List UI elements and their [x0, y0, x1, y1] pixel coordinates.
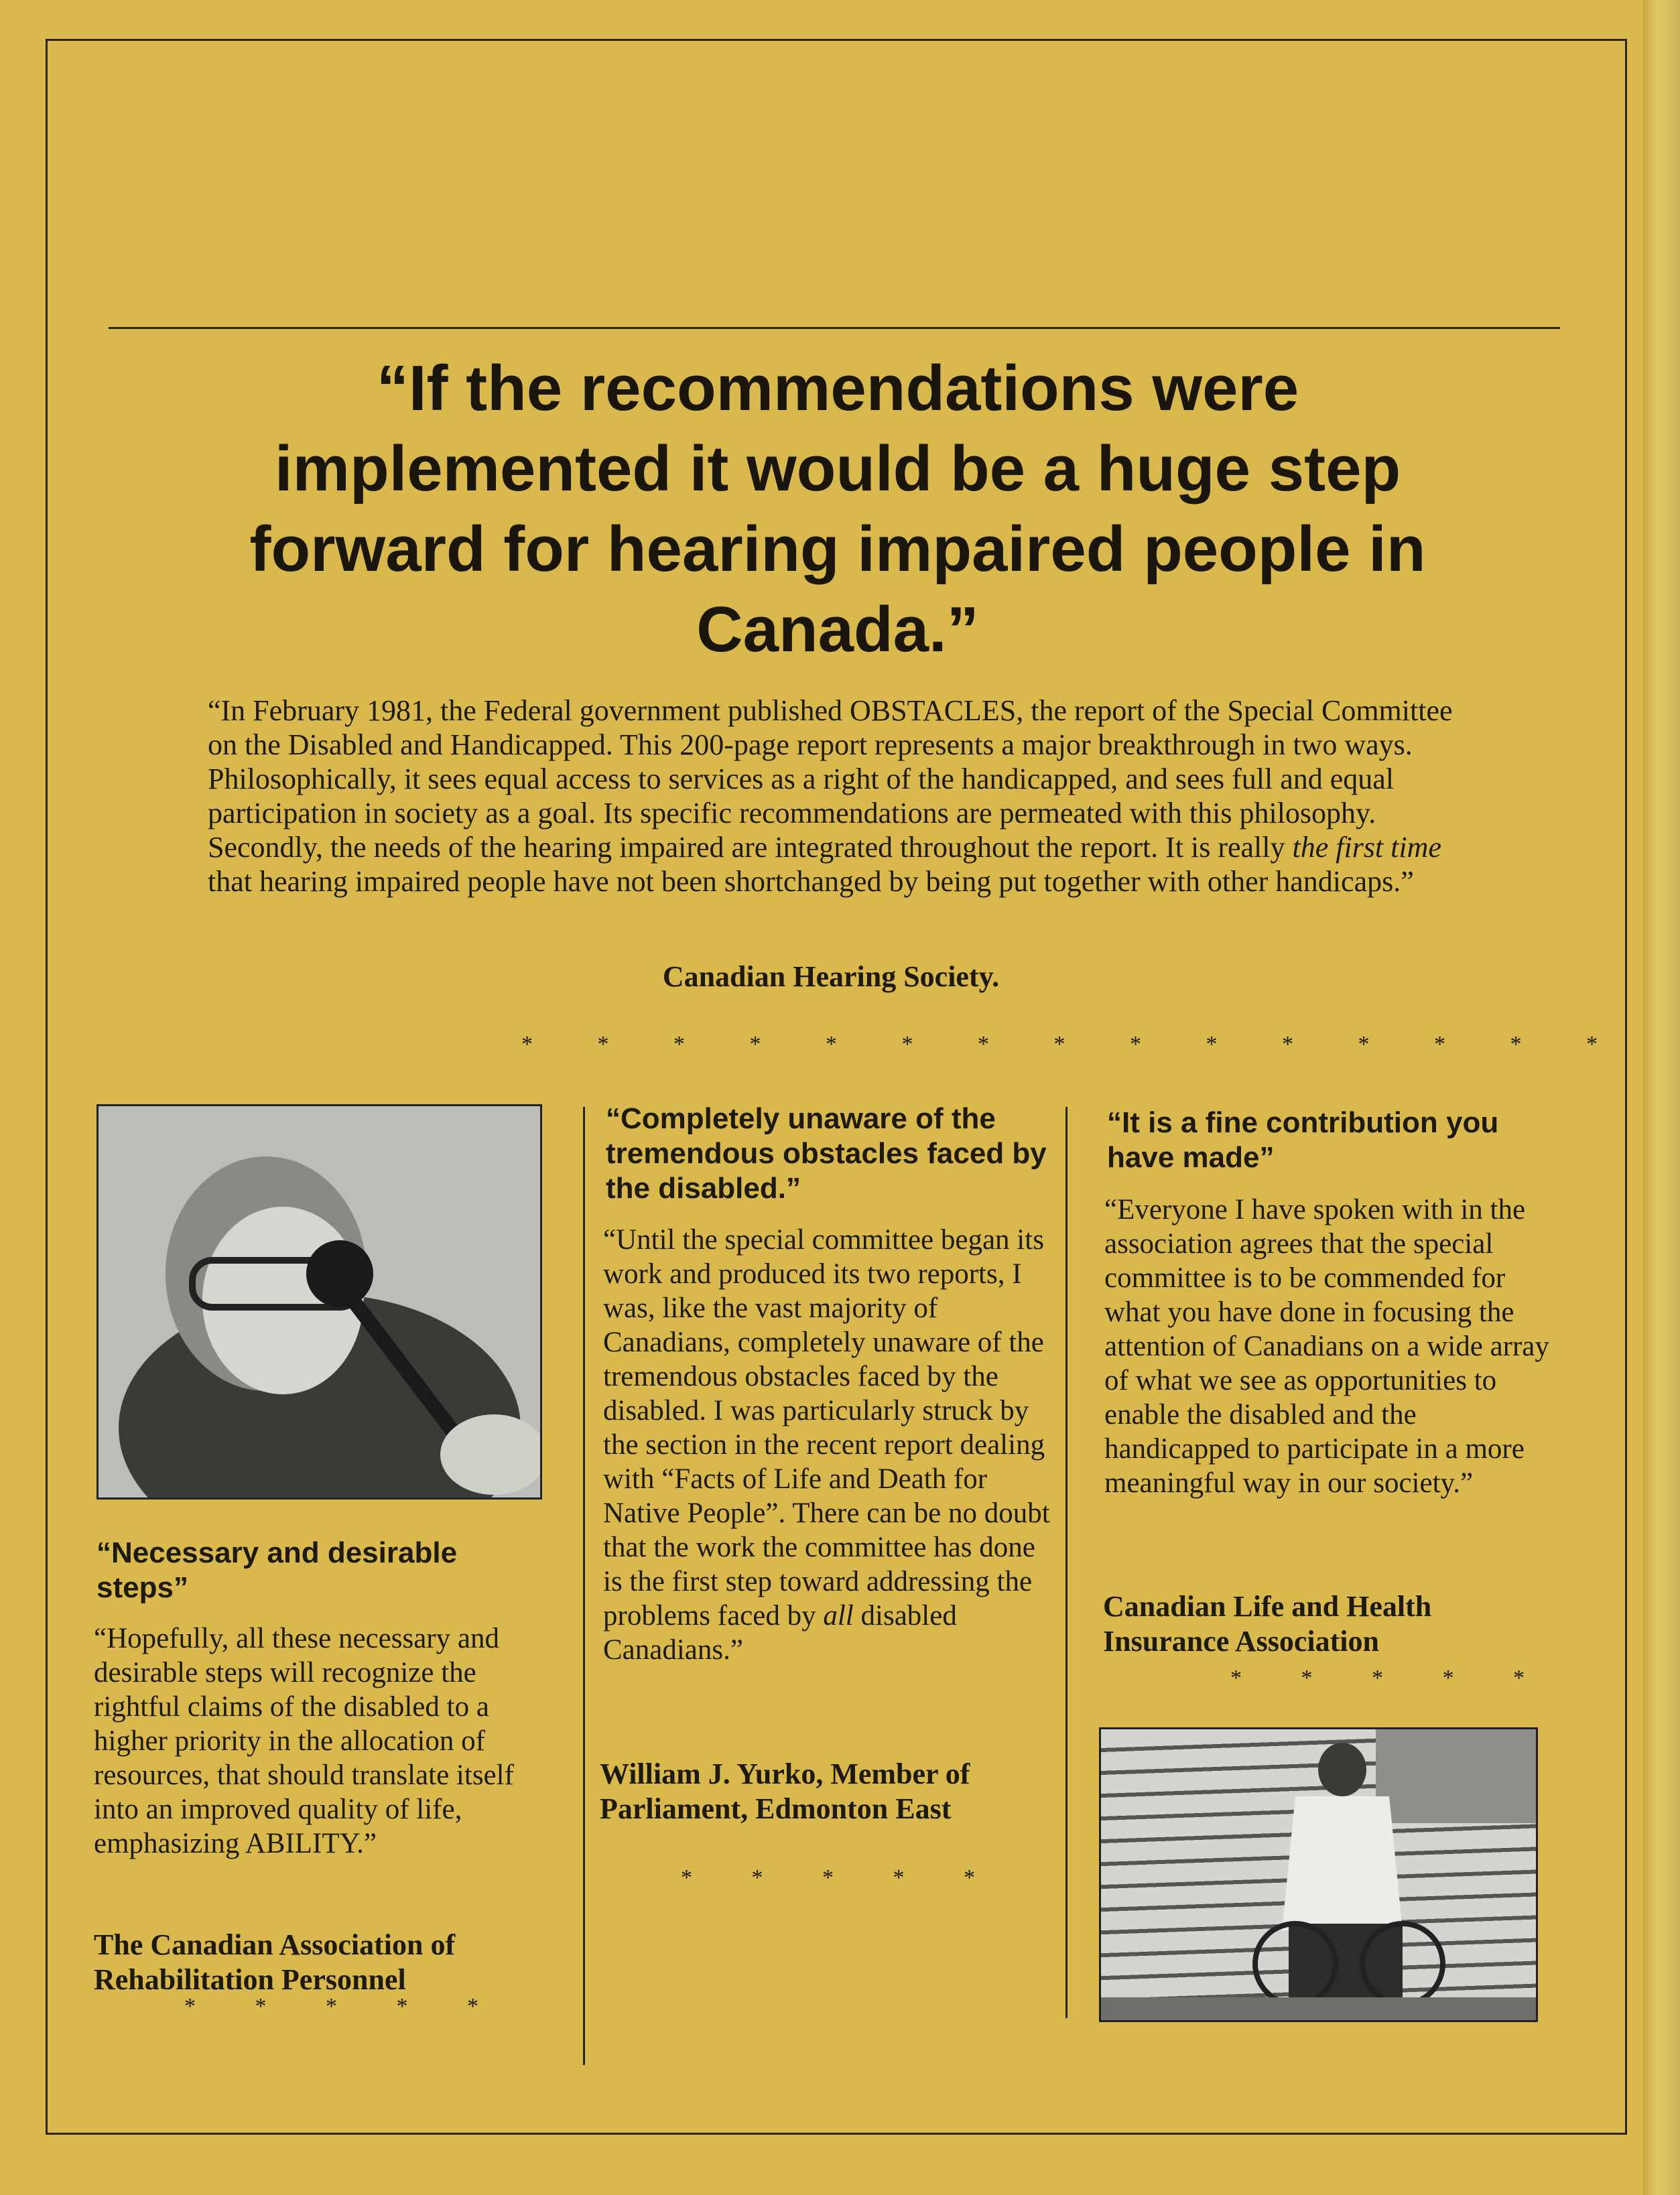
intro-attribution: Canadian Hearing Society.	[662, 960, 1000, 993]
top-rule	[109, 327, 1560, 329]
middle-column-text-a: “Until the special committee began its work and produced its two reports, I was, like the vast majority of Canadians, completely unaware of the tremendous obstacles faced by the disabled. I was particularly struck by the section in the recent report dealing with “Facts of Life and Death for Native People”. There can be no doubt that the work the committee has done is the first step toward addressing the problems faced by	[603, 1224, 1050, 1632]
middle-column-attribution: William J. Yurko, Member of Parliament, Edmonton East	[600, 1757, 970, 1825]
intro-quote	[208, 693, 1461, 899]
intro-text-b: that hearing impaired people have not been shortchanged by being put together with other handicaps.”	[208, 865, 1414, 898]
column-divider-right	[1065, 1107, 1068, 2018]
left-column-body: “Hopefully, all these necessary and desirable steps will recognize the rightful claims of the disabled to a higher priority in the allocation of resources, that should translate itself into an improved quality of life, emphasizing ABILITY.”	[94, 1623, 514, 1859]
middle-column-body	[603, 1223, 1059, 1667]
intro-text-italic: the first time	[1292, 831, 1441, 864]
middle-column-text-italic: all	[823, 1600, 854, 1632]
column-divider-left	[583, 1107, 585, 2065]
separator-middle: * * * * *	[681, 1865, 1002, 1890]
photo-wheelchair-user-art	[1101, 1729, 1538, 2022]
left-column-attribution: The Canadian Association of Rehabilitation Personnel	[94, 1928, 456, 1996]
middle-column-text-b: disabled Canadians.”	[603, 1600, 957, 1666]
separator-right: * * * * *	[1230, 1666, 1551, 1690]
right-column-heading: “It is a fine contribution you have made”	[1107, 1106, 1499, 1174]
middle-column-heading: “Completely unaware of the tremendous obstacles faced by the disabled.”	[606, 1102, 1047, 1205]
right-column-attribution: Canadian Life and Health Insurance Association	[1103, 1590, 1432, 1658]
separator-main: * * * * * * * * * * * * * * *	[521, 1032, 1627, 1057]
left-column-heading: “Necessary and desirable steps”	[96, 1536, 458, 1604]
photo-girl-eye-test	[96, 1104, 542, 1500]
photo-girl-eye-test-art	[99, 1106, 542, 1500]
separator-left: * * * * *	[184, 1994, 505, 2019]
headline-quote: “If the recommendations were implemented it would be a huge step forward for hearing impaired people in Canada.”	[249, 352, 1426, 665]
intro-text-a: “In February 1981, the Federal government published OBSTACLES, the report of the Special Committee on the Disabled and Handicapped. This 200-page report represents a major breakthrough in two ways. Philosophically, it sees equal access to services as a right of the handicapped, and sees full and equal participation in society as a goal. Its specific recommendations are permeated with this philosophy. Secondly, the needs of the hearing impaired are integrated throughout the report. It is really	[208, 694, 1453, 864]
page-edge	[1643, 0, 1680, 2195]
right-column-body: “Everyone I have spoken with in the association agrees that the special committee is to be commended for what you have done in focusing the attention of Canadians on a wide array of what we see as opportunities to enable the disabled and the handicapped to participate in a more meaningful way in our society.”	[1104, 1194, 1549, 1499]
photo-wheelchair-user	[1099, 1727, 1538, 2022]
